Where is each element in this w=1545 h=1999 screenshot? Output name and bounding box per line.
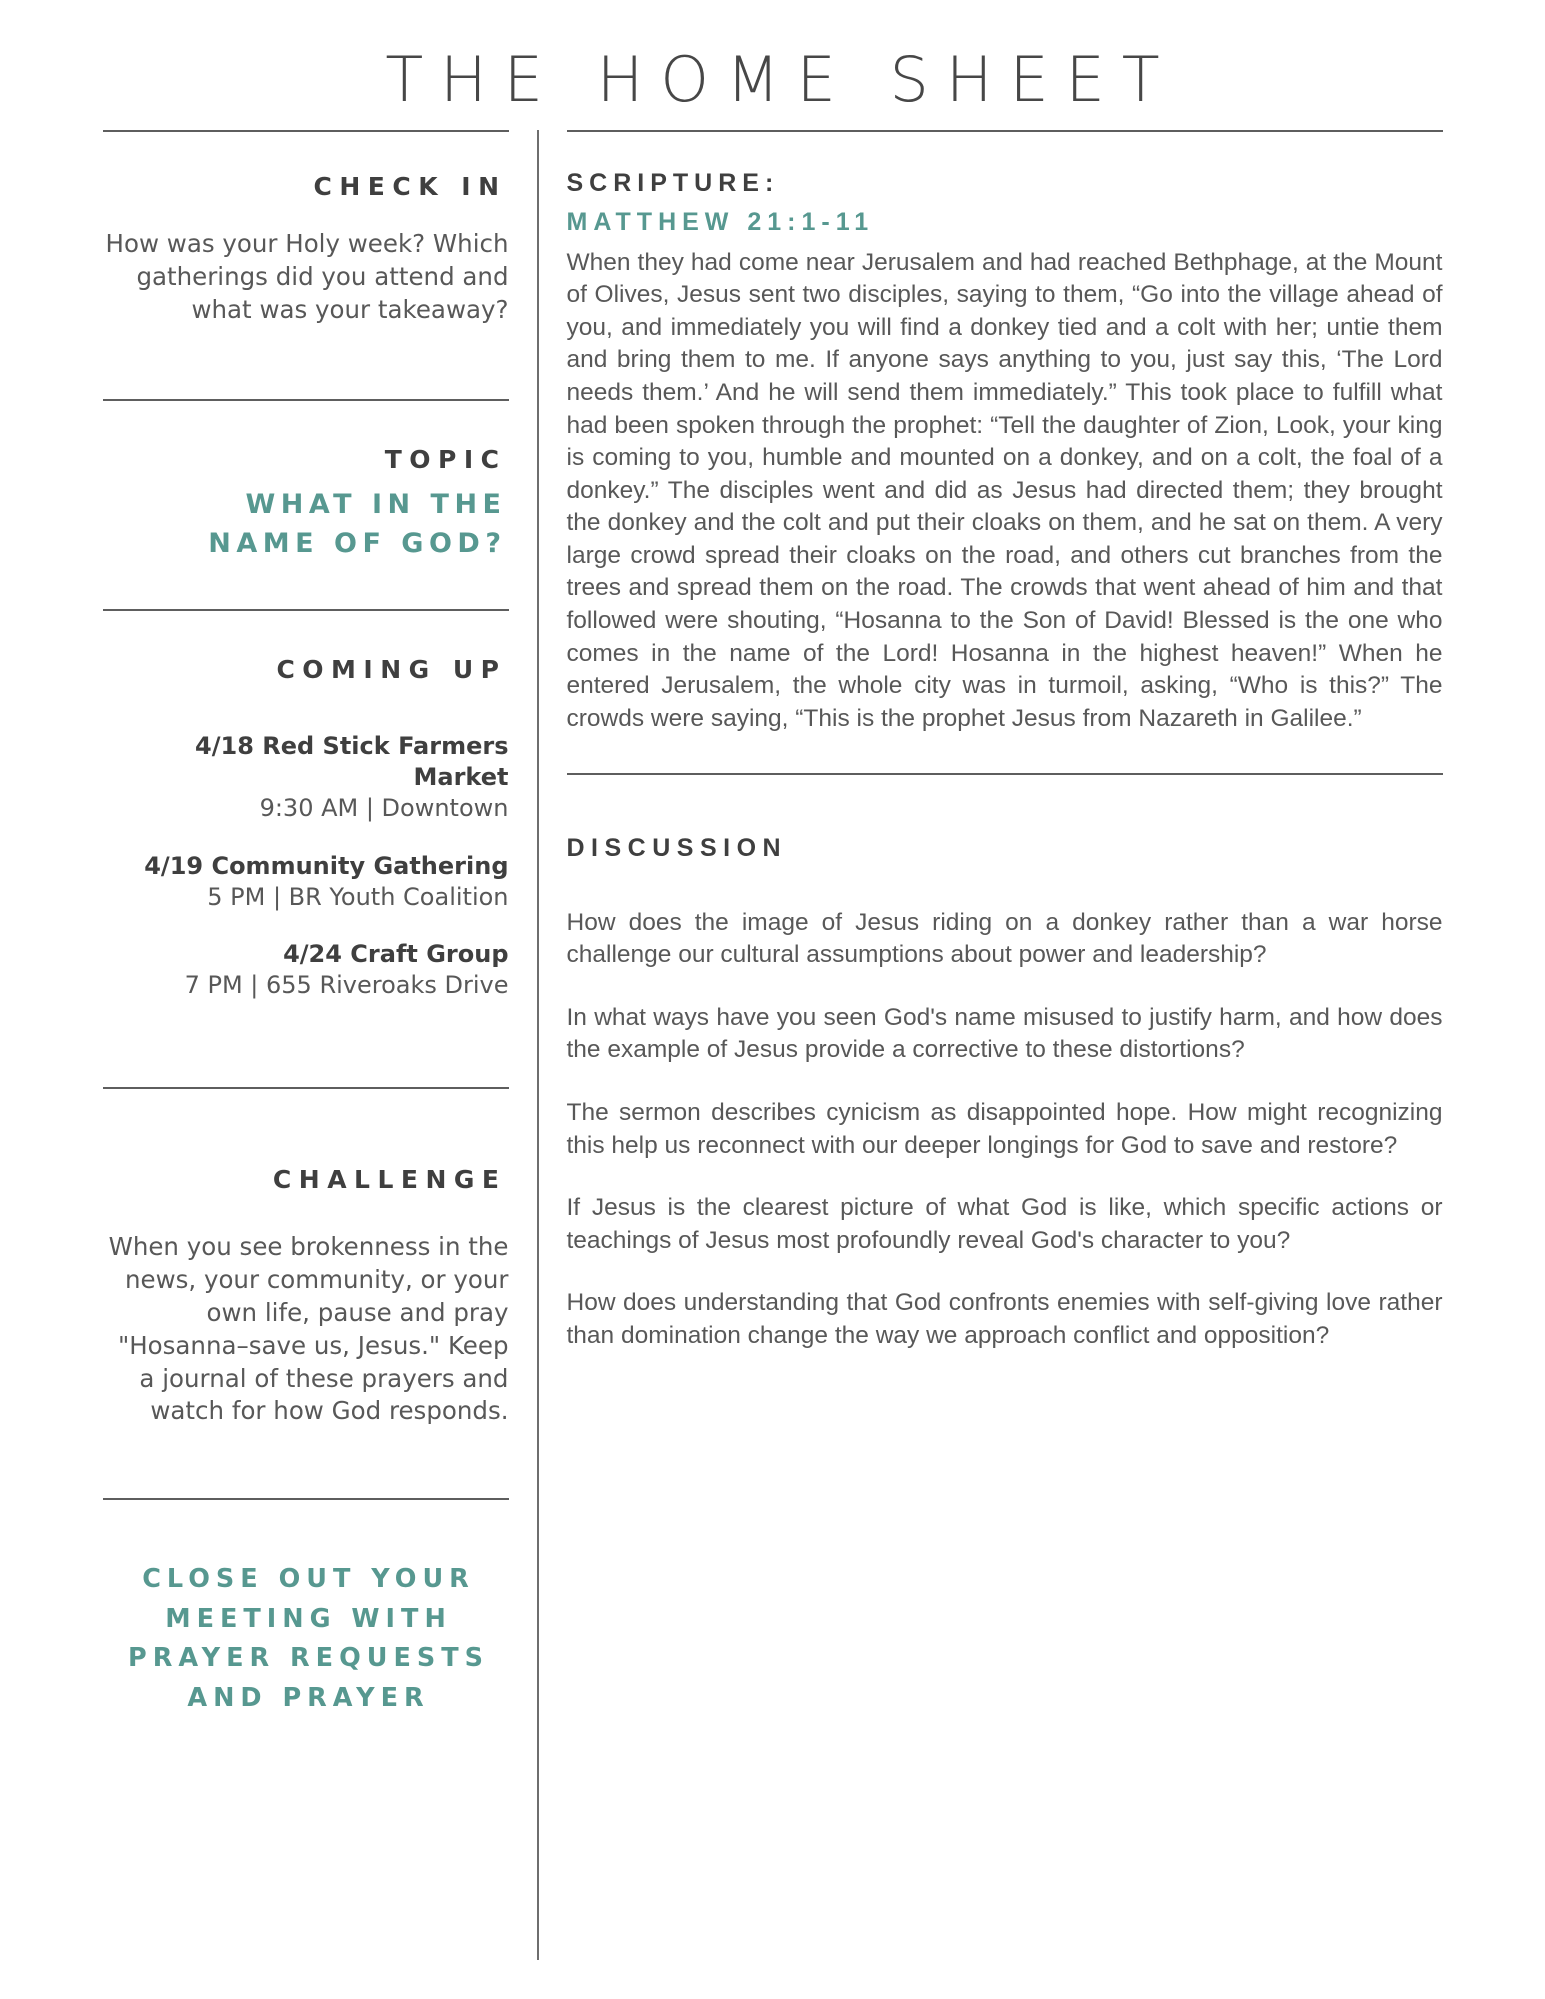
page-title: THE HOME SHEET	[385, 43, 1177, 116]
discussion-question: The sermon describes cynicism as disappointed hope. How might recognizing this help us reconnect with our deeper longings for God to save and restore?	[566, 1098, 1443, 1159]
discussion-question: How does the image of Jesus riding on a donkey rather than a war horse challenge our cultural assumptions about power and leadership?	[566, 908, 1443, 969]
event-item	[103, 731, 509, 825]
scripture-body: When they had come near Jerusalem and had reached Bethphage, at the Mount of Olives, Jesus sent two disciples, saying to them, “Go into the village ahead of you, and immediately you will find a donkey tied and a colt with her; untie them and bring them to me. If anyone says anything to you, just say this, ‘The Lord needs them.’ And he will send them immediately.” This took place to fulfill what had been spoken through the prophet: “Tell the daughter of Zion, Look, your king is coming to you, humble and mounted on a donkey, and on a colt, the foal of a donkey.” The disciples went and did as Jesus had directed them; they brought the donkey and the colt and put their cloaks on them, and he sat on them. A very large crowd spread their cloaks on the road, and others cut branches from the trees and spread them on the road. The crowds that went ahead of him and that followed were shouting, “Hosanna to the Son of David! Blessed is the one who comes in the name of the Lord! Hosanna in the highest heaven!” When he entered Jerusalem, the whole city was in turmoil, asking, “Who is this?” The crowds were saying, “This is the prophet Jesus from Nazareth in Galilee.”	[566, 248, 1443, 732]
topic-title-line-1: WHAT IN THE	[245, 488, 507, 520]
section-scripture	[567, 158, 1443, 735]
scripture-heading: SCRIPTURE:	[566, 169, 780, 198]
section-coming-up	[103, 611, 509, 1001]
two-column-body	[103, 114, 1443, 1960]
check-in-heading: CHECK IN	[313, 172, 507, 202]
section-topic	[103, 401, 509, 563]
section-challenge	[103, 1089, 509, 1428]
section-check-in	[103, 158, 509, 326]
discussion-question: How does understanding that God confronts enemies with self-giving love rather than domination change the way we approach conflict and opposition?	[566, 1289, 1443, 1349]
event-name: 4/24 Craft Group	[283, 939, 509, 968]
divider-above-check-in	[103, 130, 509, 132]
right-column	[539, 130, 1443, 1352]
event-detail: 9:30 AM | Downtown	[259, 794, 509, 823]
topic-title-line-2: NAME OF GOD?	[208, 527, 507, 559]
challenge-heading: CHALLENGE	[272, 1165, 507, 1195]
closing-line-1: CLOSE OUT YOUR	[142, 1564, 475, 1595]
scripture-reference: MATTHEW 21:1-11	[566, 208, 875, 237]
topic-heading: TOPIC	[384, 444, 507, 474]
event-item	[103, 939, 509, 1001]
event-detail: 7 PM | 655 Riveroaks Drive	[184, 971, 509, 1000]
event-name: 4/18 Red Stick Farmers Market	[195, 731, 509, 792]
discussion-heading: DISCUSSION	[566, 834, 788, 863]
event-item	[103, 851, 509, 913]
check-in-body: How was your Holy week? Which gatherings did you attend and what was your takeaway?	[105, 229, 509, 324]
closing-line-4: AND PRAYER	[187, 1682, 430, 1713]
section-closing	[103, 1500, 509, 1718]
closing-line-3: PRAYER REQUESTS	[128, 1643, 489, 1674]
event-detail: 5 PM | BR Youth Coalition	[207, 882, 509, 911]
masthead	[0, 0, 1545, 114]
discussion-question: If Jesus is the clearest picture of what God is like, which specific actions or teachings of Jesus most profoundly reveal God's character to you?	[566, 1194, 1443, 1254]
closing-line-2: MEETING WITH	[165, 1603, 452, 1634]
challenge-body: When you see brokenness in the news, your community, or your own life, pause and pray "Hosanna–save us, Jesus." Keep a journal of these prayers and watch for how God responds.	[108, 1232, 509, 1426]
section-discussion	[567, 775, 1443, 1352]
event-name: 4/19 Community Gathering	[144, 851, 509, 880]
left-column	[103, 130, 537, 1718]
coming-up-heading: COMING UP	[276, 654, 507, 684]
discussion-question: In what ways have you seen God's name misused to justify harm, and how does the example of Jesus provide a corrective to these distortions?	[566, 1003, 1443, 1064]
divider-above-scripture	[567, 130, 1443, 132]
